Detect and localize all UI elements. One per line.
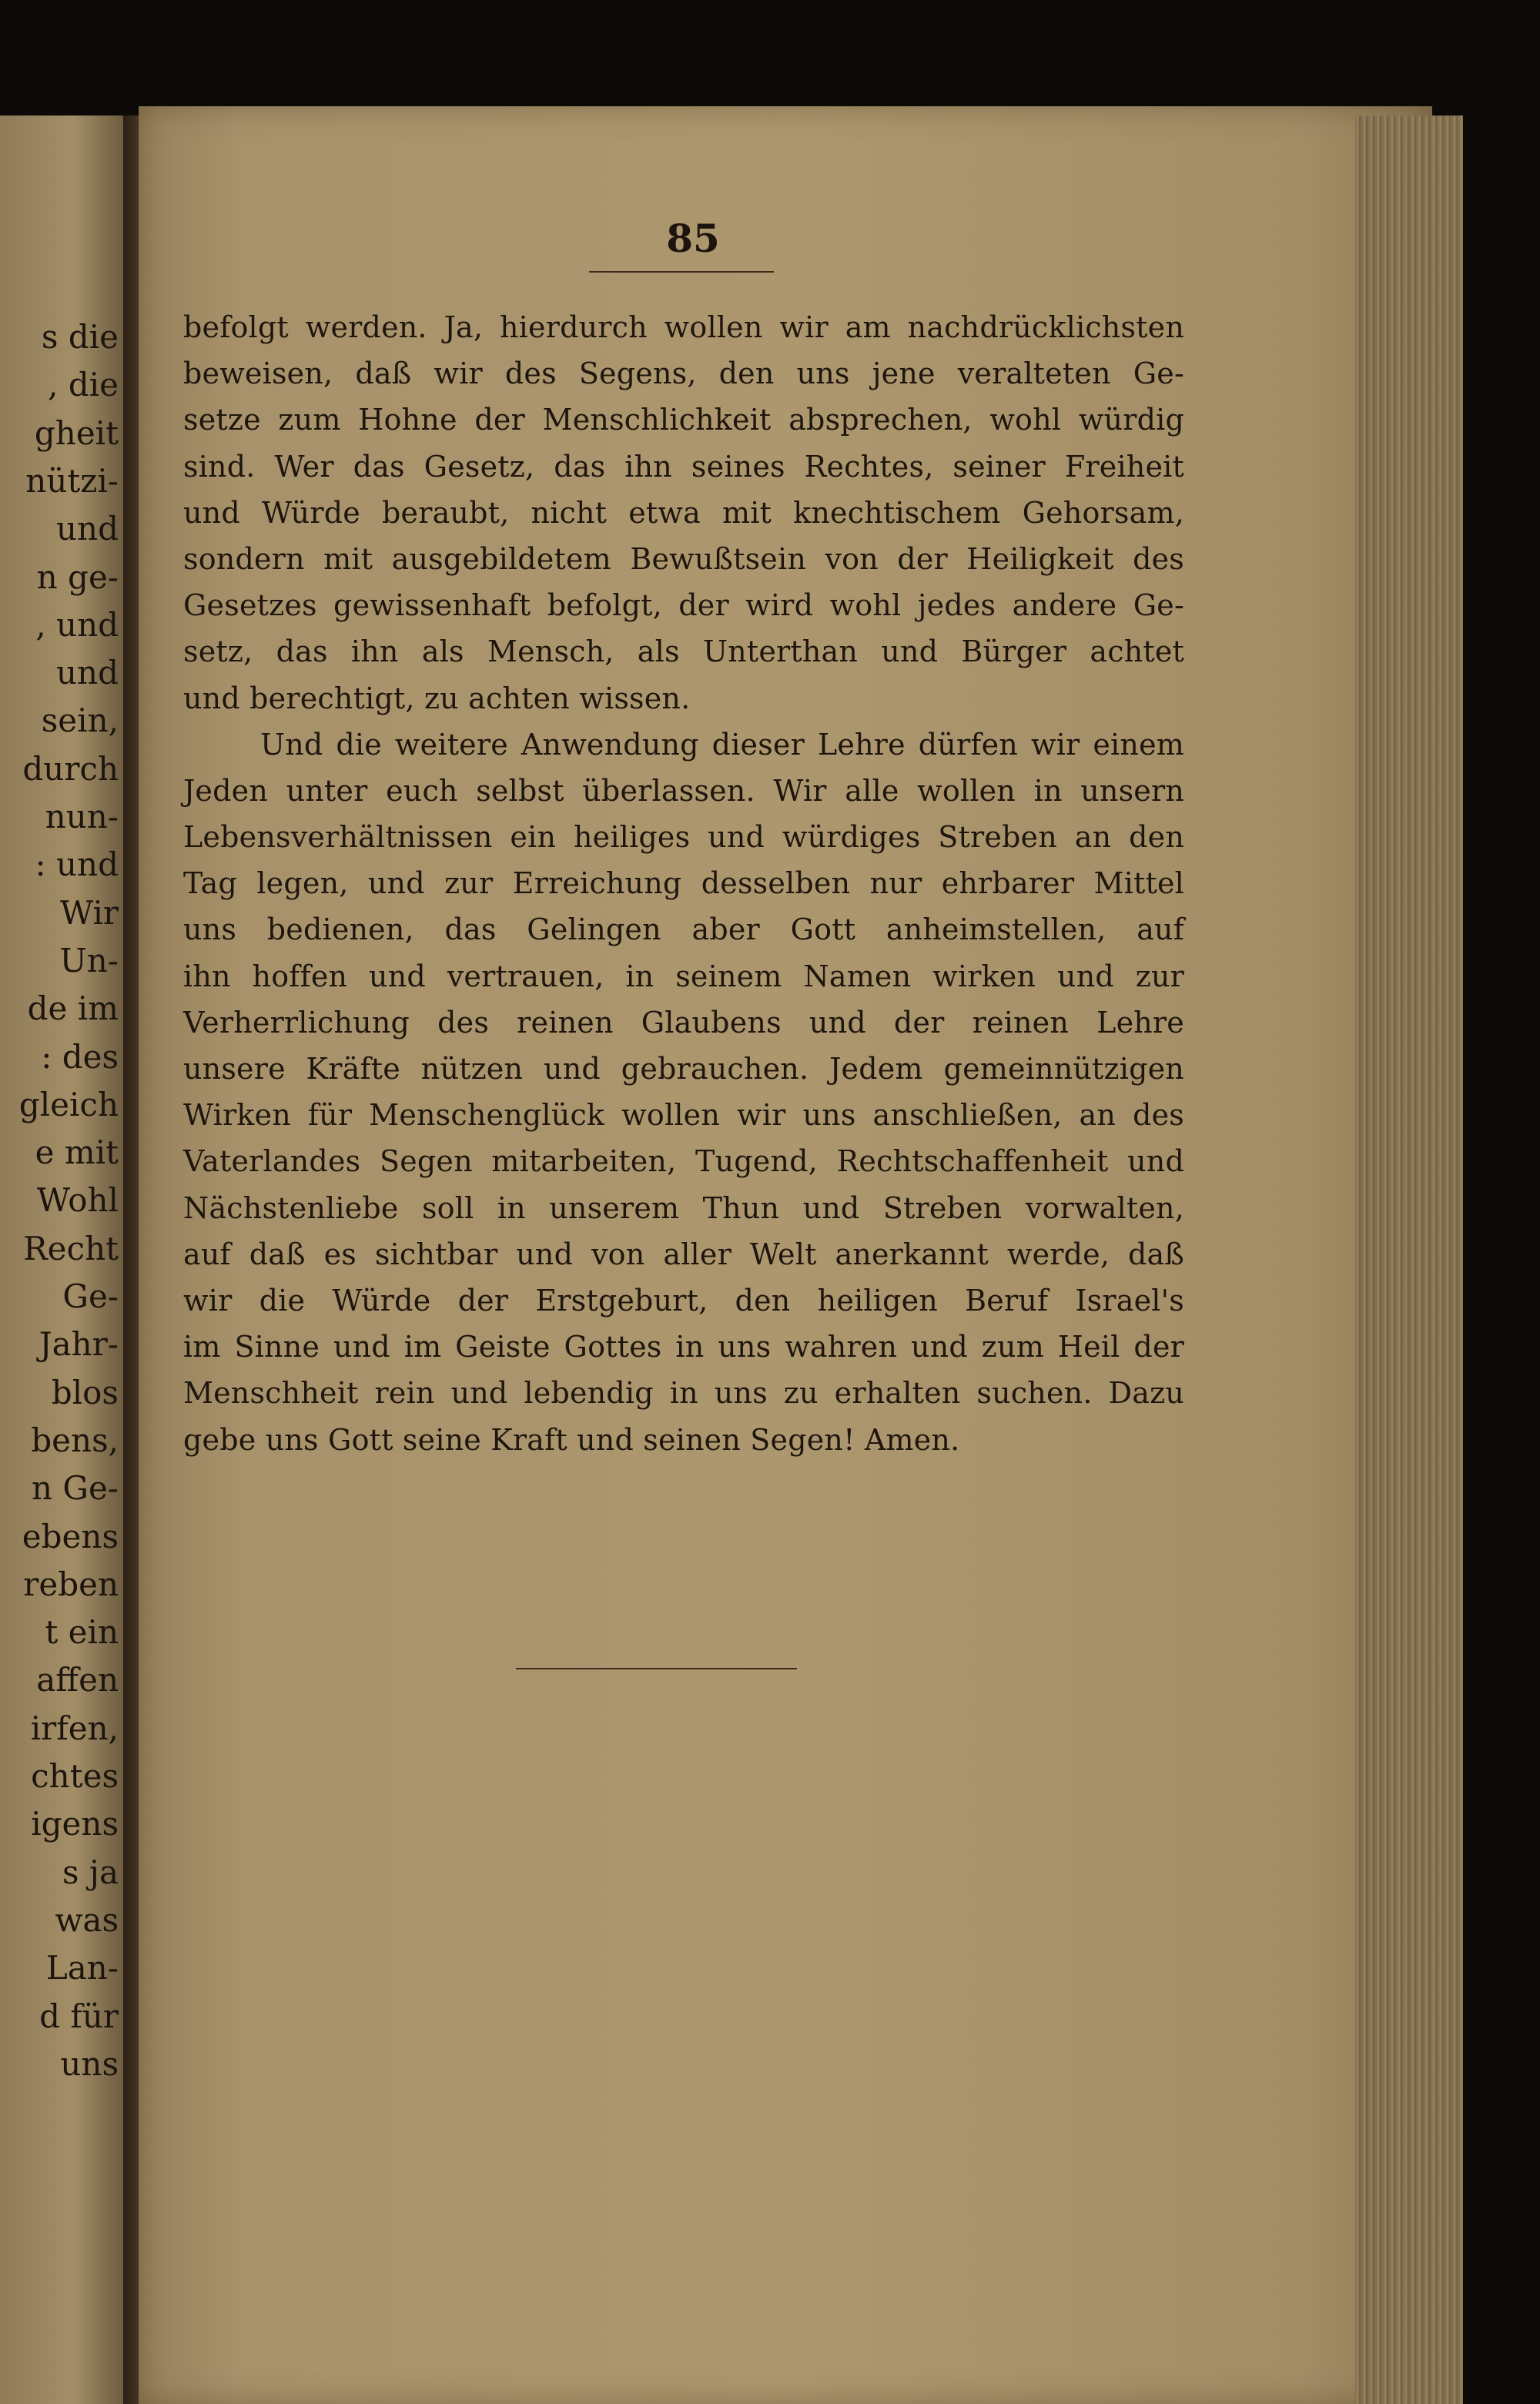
left-page-line: durch xyxy=(22,749,119,788)
left-page-line: t ein xyxy=(45,1613,119,1652)
left-page-line: reben xyxy=(23,1565,119,1603)
left-page-line: n Ge- xyxy=(32,1469,119,1508)
text-line: Nächstenliebe soll in unserem Thun und Streben vorwalten, xyxy=(183,1190,1184,1225)
text-line: befolgt werden. Ja, hierdurch wollen wir am nachdrücklichsten xyxy=(183,310,1184,344)
left-page-line: chtes xyxy=(31,1757,119,1795)
left-page-line: Lan- xyxy=(45,1949,119,1987)
page-number: 85 xyxy=(666,216,720,261)
text-line: und berechtigt, zu achten wissen. xyxy=(183,681,691,715)
page-edges xyxy=(1355,116,1463,2404)
left-page-line: sein, xyxy=(41,701,119,740)
text-line: gebe uns Gott seine Kraft und seinen Segen! Amen. xyxy=(183,1422,960,1457)
page-number-rule xyxy=(589,271,774,273)
text-line: wir die Würde der Erstgeburt, den heiligen Beruf Israel's xyxy=(183,1283,1184,1318)
left-page-line: Wohl xyxy=(36,1181,119,1220)
text-line: unsere Kräfte nützen und gebrauchen. Jedem gemeinnützigen xyxy=(183,1052,1184,1086)
left-page-line: de im xyxy=(27,989,119,1028)
text-line: Lebensverhältnissen ein heiliges und würdiges Streben an den xyxy=(183,820,1184,855)
left-page-line: Wir xyxy=(60,893,119,932)
text-line: Vaterlandes Segen mitarbeiten, Tugend, Rechtschaffenheit und xyxy=(183,1144,1184,1179)
scan-background-right xyxy=(1463,0,1540,2404)
left-page-line: blos xyxy=(51,1373,119,1411)
text-line: Menschheit rein und lebendig in uns zu erhalten suchen. Dazu xyxy=(183,1376,1184,1411)
left-page-line: d für xyxy=(39,1997,119,2035)
text-line: Wirken für Menschenglück wollen wir uns anschließen, an des xyxy=(183,1098,1184,1133)
left-page-line: : des xyxy=(41,1037,119,1076)
text-line: und Würde beraubt, nicht etwa mit knechtischem Gehorsam, xyxy=(183,495,1184,530)
left-page-line: : und xyxy=(35,845,119,884)
left-page-line: , und xyxy=(35,605,119,644)
left-page-line: igens xyxy=(31,1805,119,1843)
left-page-line: n ge- xyxy=(36,557,119,596)
text-line: auf daß es sichtbar und von aller Welt anerkannt werde, daß xyxy=(183,1237,1184,1271)
left-page-line: nun- xyxy=(45,798,119,835)
left-page-line: Un- xyxy=(59,941,119,979)
text-line: sondern mit ausgebildetem Bewußtsein von der Heiligkeit des xyxy=(183,541,1184,576)
left-page-line: affen xyxy=(36,1661,119,1699)
text-line: Jeden unter euch selbst überlassen. Wir alle wollen in unsern xyxy=(183,773,1184,808)
text-line: Und die weitere Anwendung dieser Lehre dürfen wir einem xyxy=(260,727,1184,762)
text-line: Gesetzes gewissenhaft befolgt, der wird wohl jedes andere Ge- xyxy=(183,588,1184,623)
paragraph xyxy=(183,722,1184,1463)
text-line: ihn hoffen und vertrauen, in seinem Namen wirken und zur xyxy=(183,959,1184,993)
left-page-fragment xyxy=(0,116,123,2404)
left-page-line: ebens xyxy=(22,1517,119,1555)
text-line: Verherrlichung des reinen Glaubens und der reinen Lehre xyxy=(183,1005,1184,1040)
left-page-line: gheit xyxy=(34,414,119,452)
text-line: uns bedienen, das Gelingen aber Gott anheimstellen, auf xyxy=(183,912,1184,947)
left-page-line: und xyxy=(56,510,119,548)
left-page-line: uns xyxy=(60,2044,119,2083)
text-line: setze zum Hohne der Menschlichkeit absprechen, wohl würdig xyxy=(183,403,1184,437)
left-page-line: s die xyxy=(41,318,119,356)
scan-background-top xyxy=(0,0,1540,116)
left-page-line: was xyxy=(55,1900,119,1939)
end-rule xyxy=(516,1668,797,1669)
body-text xyxy=(183,304,1184,1463)
left-page-line: s ja xyxy=(62,1853,119,1891)
text-line: beweisen, daß wir des Segens, den uns jene veralteten Ge- xyxy=(183,357,1184,391)
left-page-line: gleich xyxy=(18,1085,119,1123)
text-line: setz, das ihn als Mensch, als Unterthan und Bürger achtet xyxy=(183,634,1184,669)
left-page-line: bens, xyxy=(31,1421,119,1459)
left-page-line: nützi- xyxy=(25,461,119,500)
left-page-line: e mit xyxy=(35,1133,119,1172)
left-page-line: Jahr- xyxy=(38,1325,119,1364)
text-line: im Sinne und im Geiste Gottes in uns wahren und zum Heil der xyxy=(183,1330,1184,1364)
left-page-line: irfen, xyxy=(30,1709,119,1747)
text-line: sind. Wer das Gesetz, das ihn seines Rechtes, seiner Freiheit xyxy=(183,449,1184,484)
left-page-line: und xyxy=(56,654,119,692)
left-page-line: Ge- xyxy=(62,1277,119,1315)
paragraph xyxy=(183,304,1184,722)
left-page-line: Recht xyxy=(23,1229,119,1267)
left-page-line: , die xyxy=(48,366,119,404)
text-line: Tag legen, und zur Erreichung desselben nur ehrbarer Mittel xyxy=(183,866,1184,901)
